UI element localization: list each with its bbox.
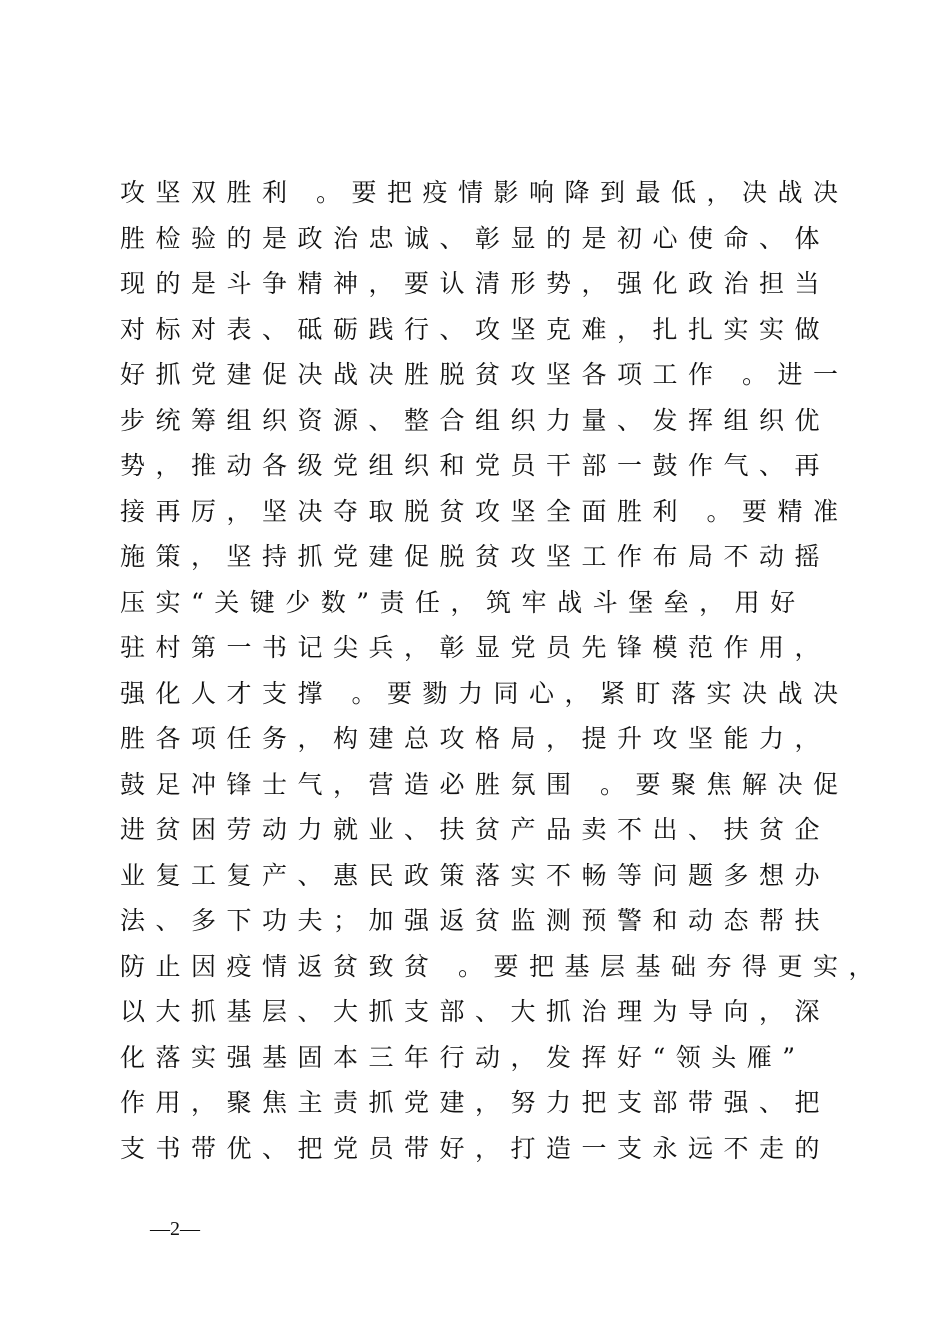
- text-line: 强化人才支撑 。要勠力同心，紧盯落实决战决: [120, 678, 849, 708]
- text-line: 压实“关键少数”责任，筑牢战斗堡垒，用好: [120, 587, 806, 617]
- page-number: —2—: [150, 1218, 200, 1240]
- text-line: 攻坚双胜利 。要把疫情影响降到最低，决战决: [120, 178, 849, 207]
- text-line: 防止因疫情返贫致贫 。要把基层基础夯得更实，: [120, 951, 884, 981]
- text-line: 胜各项任务，构建总攻格局，提升攻坚能力，: [120, 724, 831, 753]
- text-line: 以大抓基层、大抓支部、大抓治理为导向，深: [120, 997, 831, 1026]
- text-line: 势，推动各级党组织和党员干部一鼓作气、再: [120, 451, 831, 480]
- text-line: 步统筹组织资源、整合组织力量、发挥组织优: [120, 405, 831, 435]
- text-line: 鼓足冲锋士气，营造必胜氛围 。要聚焦解决促: [120, 769, 849, 799]
- text-line: 胜检验的是政治忠诚、彰显的是初心使命、体: [120, 223, 831, 253]
- body-text: [120, 170, 884, 1171]
- text-line: 化落实强基固本三年行动，发挥好“领头雁”: [120, 1042, 806, 1072]
- text-line: 接再厉，坚决夺取脱贫攻坚全面胜利 。要精准: [120, 496, 849, 526]
- text-line: 法、多下功夫；加强返贫监测预警和动态帮扶: [120, 906, 831, 935]
- text-line: 支书带优、把党员带好，打造一支永远不走的: [120, 1133, 831, 1163]
- text-line: 业复工复产、惠民政策落实不畅等问题多想办: [120, 860, 831, 890]
- text-line: 对标对表、砥砺践行、攻坚克难，扎扎实实做: [120, 314, 831, 344]
- text-line: 作用，聚焦主责抓党建，努力把支部带强、把: [120, 1088, 831, 1117]
- text-line: 进贫困劳动力就业、扶贫产品卖不出、扶贫企: [120, 815, 831, 844]
- text-line: 现的是斗争精神，要认清形势，强化政治担当: [120, 269, 831, 298]
- text-line: 施策，坚持抓党建促脱贫攻坚工作布局不动摇: [120, 542, 831, 571]
- text-line: 好抓党建促决战决胜脱贫攻坚各项工作 。进一: [120, 360, 849, 389]
- text-line: 驻村第一书记尖兵，彰显党员先锋模范作用，: [120, 633, 831, 662]
